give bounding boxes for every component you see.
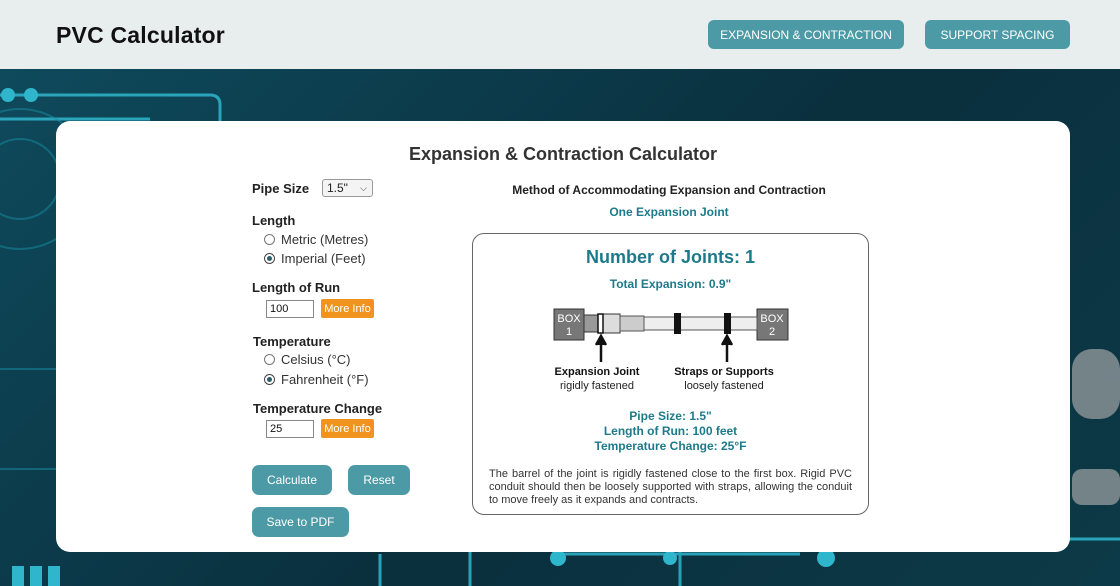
pipe-size-label: Pipe Size xyxy=(252,181,310,196)
calculator-card xyxy=(56,121,1070,552)
connector-graphic xyxy=(584,315,598,332)
arrow-up-icon xyxy=(596,336,606,362)
length-option-imperial[interactable] xyxy=(264,251,366,266)
method-heading: Method of Accommodating Expansion and Contraction xyxy=(512,183,826,197)
radio-imperial[interactable] xyxy=(264,253,275,264)
expansion-joint-caption: Expansion Joint xyxy=(554,366,640,378)
strap-1-graphic xyxy=(674,313,681,334)
temperature-option-fahrenheit-label: Fahrenheit (°F) xyxy=(281,372,369,387)
result-panel xyxy=(472,233,869,515)
chevron-down-icon: ⌵ xyxy=(360,183,367,193)
calculate-button[interactable]: Calculate xyxy=(252,465,332,495)
temperature-more-info-button[interactable]: More Info xyxy=(321,419,374,438)
expansion-joint-subcaption: rigidly fastened xyxy=(560,380,634,392)
expansion-joint-diagram xyxy=(552,306,792,401)
temperature-label: Temperature xyxy=(253,334,331,349)
temperature-change-label: Temperature Change xyxy=(253,401,383,416)
support-spacing-nav-button[interactable]: SUPPORT SPACING xyxy=(925,20,1070,49)
radio-celsius[interactable] xyxy=(264,354,275,365)
length-of-run-input[interactable]: 100 xyxy=(266,300,314,318)
number-of-joints: Number of Joints: 1 xyxy=(585,247,755,267)
straps-subcaption: loosely fastened xyxy=(684,380,764,392)
temperature-change-input[interactable]: 25 xyxy=(266,420,314,438)
result-description: The barrel of the joint is rigidly fastened close to the first box. Rigid PVC conduit should then be loosely supported with straps, allowing the conduit to move freely as it expands and contracts. xyxy=(489,468,852,506)
expansion-contraction-nav-button[interactable]: EXPANSION & CONTRACTION xyxy=(708,20,904,49)
radio-metric[interactable] xyxy=(264,234,275,245)
box-2-label-bottom: 2 xyxy=(768,326,776,338)
summary-pipe-size: Pipe Size: 1.5" xyxy=(629,409,712,423)
radio-fahrenheit[interactable] xyxy=(264,374,275,385)
length-more-info-button[interactable]: More Info xyxy=(321,299,374,318)
length-label: Length xyxy=(252,213,296,228)
calculator-title: Expansion & Contraction Calculator xyxy=(408,144,718,164)
app-title: PVC Calculator xyxy=(56,22,225,48)
box-1-label-top: BOX xyxy=(557,313,581,325)
length-option-metric-label: Metric (Metres) xyxy=(281,232,369,247)
straps-caption: Straps or Supports xyxy=(674,366,774,378)
length-option-metric[interactable] xyxy=(264,232,368,247)
save-to-pdf-button[interactable]: Save to PDF xyxy=(252,507,349,537)
summary-length-of-run: Length of Run: 100 feet xyxy=(603,424,738,438)
temperature-option-fahrenheit[interactable] xyxy=(264,372,369,387)
reset-button[interactable]: Reset xyxy=(348,465,410,495)
length-of-run-label: Length of Run xyxy=(252,280,341,295)
total-expansion: Total Expansion: 0.9" xyxy=(609,277,732,291)
pipe-size-select[interactable] xyxy=(322,179,373,197)
length-option-imperial-label: Imperial (Feet) xyxy=(281,251,366,266)
temperature-option-celsius[interactable] xyxy=(264,352,350,367)
strap-2-graphic xyxy=(724,313,731,334)
pipe-size-value: 1.5" xyxy=(327,181,348,195)
temperature-option-celsius-label: Celsius (°C) xyxy=(281,352,351,367)
arrow-up-icon xyxy=(722,336,732,362)
box-1-label-bottom: 1 xyxy=(565,326,573,338)
method-value: One Expansion Joint xyxy=(609,205,729,219)
summary-temperature-change: Temperature Change: 25°F xyxy=(594,439,747,453)
box-2-label-top: BOX xyxy=(760,313,784,325)
header-bar xyxy=(0,0,1120,69)
